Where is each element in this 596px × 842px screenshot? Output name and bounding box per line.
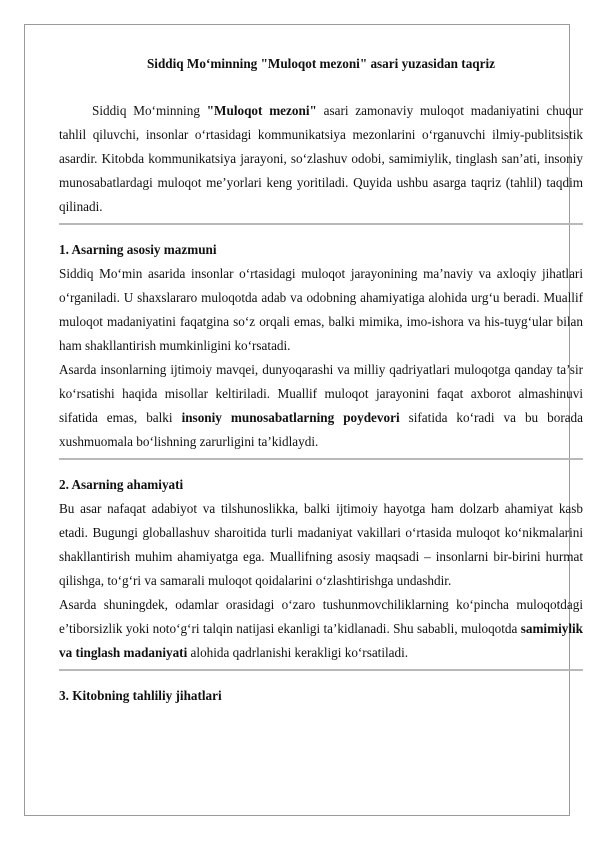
section-divider <box>59 669 583 671</box>
section-divider <box>59 458 583 460</box>
document-title: Siddiq Mo‘minning "Muloqot mezoni" asari yuzasidan taqriz <box>146 56 496 71</box>
section-2-p2-text-2: alohida qadrlanishi kerakligi ko‘rsatiladi. <box>187 645 409 660</box>
section-1-p2-text-1: Asarda insonlarning ijtimoiy mavqei, dunyoqarashi va milliy qadriyatlari muloqotga qanday ta’sir ko‘rsatishi haqida misollar keltiriladi. Muallif muloqot jarayonini faqat axborot almashinuvi sifatida emas, balki <box>59 362 583 425</box>
section-2-p2-text-1: Asarda shuningdek, odamlar orasidagi o‘zaro tushunmovchiliklarning ko‘pincha muloqotdagi e’tiborsizlik yoki noto‘g‘ri talqin natijasi ekanligi ta’kidlanadi. Shu sababli, muloqotda <box>59 597 583 636</box>
intro-bold-title: "Muloqot mezoni" <box>206 103 317 118</box>
intro-paragraph <box>59 99 583 219</box>
section-2-heading: 2. Asarning ahamiyati <box>59 477 184 492</box>
section-3-heading: 3. Kitobning tahliliy jihatlari <box>59 688 222 703</box>
section-1-paragraph-1: Siddiq Mo‘min asarida insonlar o‘rtasidagi muloqot jarayonining ma’naviy va axloqiy jihatlari o‘rganiladi. U shaxslararo muloqotda adab va odobning ahamiyatiga alohida urg‘u beradi. Muallif muloqot madaniyatini faqatgina so‘z orqali emas, balki mimika, imo-ishora va his-tuyg‘ular bilan ham shakllantirish mumkinligini ko‘rsatadi. <box>59 266 583 353</box>
section-1-p2-text-2: sifatida ko‘radi va bu borada xushmuomala bo‘lishning zarurligini ta’kidlaydi. <box>59 410 584 449</box>
intro-text-2: asari zamonaviy muloqot madaniyatini chuqur tahlil qiluvchi, insonlar o‘rtasidagi kommunikatsiya mezonlarini o‘rganuvchi ilmiy-publitsistik asardir. Kitobda kommunikatsiya jarayoni, so‘zlashuv odobi, samimiylik, tinglash san’ati, insoniy munosabatlardagi muloqot me’yorlari keng yoritiladi. Quyida ushbu asarga taqriz (tahlil) taqdim qilinadi. <box>59 103 583 214</box>
intro-text-1: Siddiq Mo‘minning <box>92 103 207 118</box>
section-2-paragraph-2 <box>59 593 583 665</box>
section-divider <box>59 223 583 225</box>
section-1-heading: 1. Asarning asosiy mazmuni <box>59 242 217 257</box>
section-2-p2-bold: samimiylik va tinglash madaniyati <box>59 621 583 660</box>
section-2-paragraph-1: Bu asar nafaqat adabiyot va tilshunoslikka, balki ijtimoiy hayotga ham dolzarb ahamiyat kasb etadi. Bugungi globallashuv sharoitida turli madaniyat vakillari o‘rtasida muloqot ko‘nikmalarini shakllantirish muhim ahamiyatga ega. Muallifning asosiy maqsadi – insonlarni bir-birini hurmat qilishga, to‘g‘ri va samarali muloqot qoidalarini o‘zlashtirishga undashdir. <box>59 501 583 588</box>
document-body <box>59 54 583 708</box>
section-1-p2-bold: insoniy munosabatlarning poydevori <box>181 410 400 425</box>
section-1-paragraph-2 <box>59 358 583 454</box>
